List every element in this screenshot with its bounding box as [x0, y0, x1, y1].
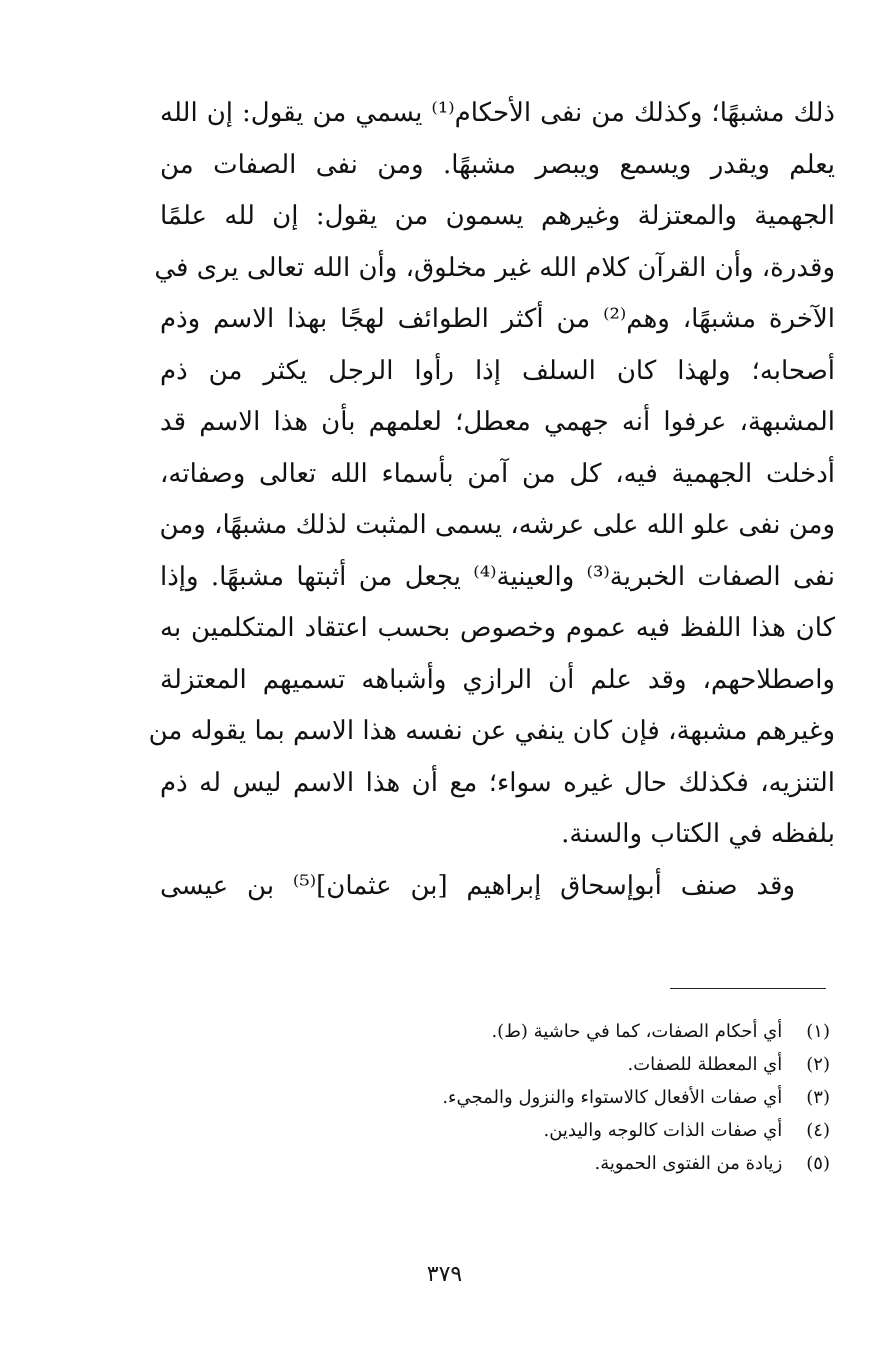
main-text [148, 88, 835, 912]
text-line-9: ومن نفى علو الله على عرشه، يسمى المثبت لذلك مشبهًا، ومن [159, 510, 835, 540]
text-line-1: ذلك مشبهًا؛ وكذلك من نفى الأحكام⁽¹⁾ يسمي من يقول: إن الله [160, 98, 835, 128]
text-line-16: وقد صنف أبوإسحاق إبراهيم [بن عثمان]⁽⁵⁾ بن عيسى [160, 870, 795, 901]
text-line-3: الجهمية والمعتزلة وغيرهم يسمون من يقول: إن لله علمًا [160, 201, 835, 231]
text-line-6: أصحابه؛ ولهذا كان السلف إذا رأوا الرجل يكثر من ذم [160, 355, 835, 386]
footnote-separator [670, 988, 826, 989]
footnote-4 [300, 1114, 830, 1147]
footnote-text: أي أحكام الصفات، كما في حاشية (ط). [491, 1021, 783, 1042]
footnote-1 [300, 1015, 830, 1048]
text-line-10: نفى الصفات الخبرية⁽³⁾ والعينية⁽⁴⁾ يجعل من أثبتها مشبهًا. وإذا [160, 561, 835, 592]
text-line-13: وغيرهم مشبهة، فإن كان ينفي عن نفسه هذا الاسم بما يقوله من [148, 716, 835, 746]
footnote-text: أي صفات الأفعال كالاستواء والنزول والمجيء. [442, 1087, 783, 1108]
footnote-text: أي المعطلة للصفات. [627, 1054, 783, 1075]
text-line-11: كان هذا اللفظ فيه عموم وخصوص بحسب اعتقاد المتكلمين به [160, 613, 835, 643]
footnote-text: زيادة من الفتوى الحموية. [594, 1153, 783, 1174]
footnote-text: أي صفات الذات كالوجه واليدين. [543, 1120, 783, 1141]
footnote-number: (١) [806, 1021, 830, 1042]
text-line-2: يعلم ويقدر ويسمع ويبصر مشبهًا. ومن نفى الصفات من [160, 149, 835, 180]
footnote-3 [300, 1081, 830, 1114]
text-line-14: التنزيه، فكذلك حال غيره سواء؛ مع أن هذا الاسم ليس له ذم [160, 767, 835, 798]
text-line-15: بلفظه في الكتاب والسنة. [561, 819, 835, 849]
text-line-5: الآخرة مشبهًا، وهم⁽²⁾ من أكثر الطوائف لهجًا بهذا الاسم وذم [160, 304, 835, 334]
footnote-number: (٣) [806, 1087, 830, 1108]
text-line-12: واصطلاحهم، وقد علم أن الرازي وأشباهه تسميهم المعتزلة [160, 664, 835, 695]
text-line-7: المشبهة، عرفوا أنه جهمي معطل؛ لعلمهم بأن هذا الاسم قد [160, 407, 835, 437]
footnote-number: (٥) [806, 1153, 830, 1174]
text-line-8: أدخلت الجهمية فيه، كل من آمن بأسماء الله تعالى وصفاته، [160, 458, 835, 489]
footnote-5 [300, 1147, 830, 1180]
footnotes [300, 1015, 830, 1180]
footnote-2 [300, 1048, 830, 1081]
footnote-number: (٢) [806, 1054, 830, 1075]
footnote-number: (٤) [806, 1120, 830, 1141]
page-number: ٣٧٩ [426, 1262, 463, 1287]
text-line-4: وقدرة، وأن القرآن كلام الله غير مخلوق، وأن الله تعالى يرى في [154, 252, 835, 283]
